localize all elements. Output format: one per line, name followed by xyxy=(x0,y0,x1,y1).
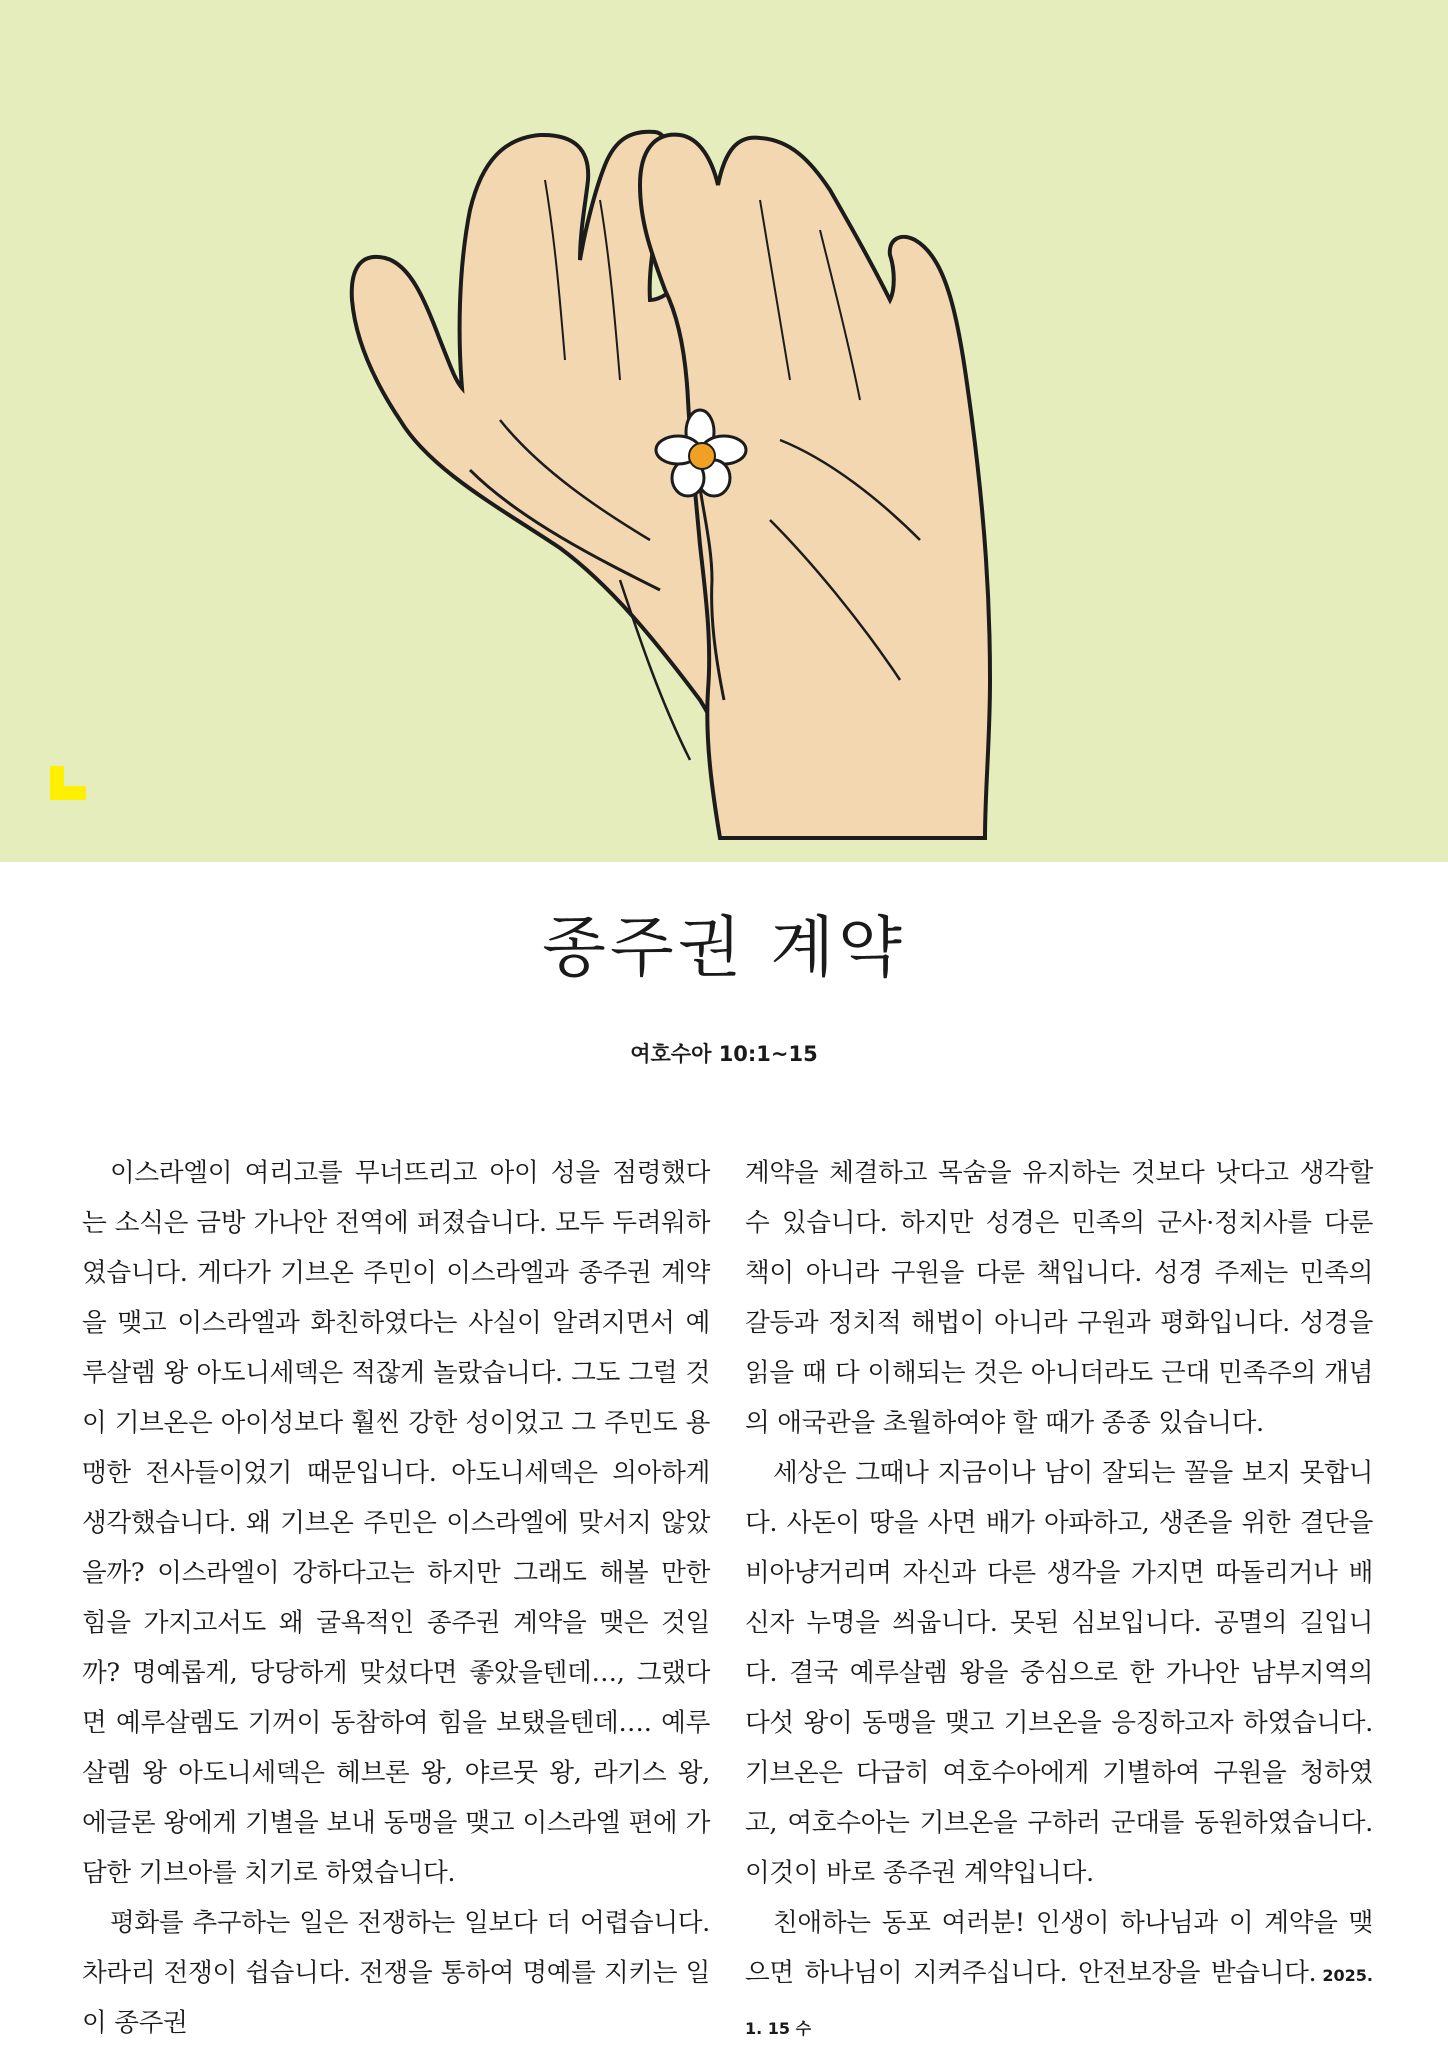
paragraph-2-continued: 계약을 체결하고 목숨을 유지하는 것보다 낫다고 생각할 수 있습니다. 하지만 성경은 민족의 군사·정치사를 다룬 책이 아니라 구원을 다룬 책입니다. 성경 주제는 민족의 갈등과 정치적 해법이 아니라 구원과 평화입니다. 성경을 읽을 때 다 이해되는 것은 아니더라도 근대 민족주의 개념의 애국관을 초월하여야 할 때가 종종 있습니다. xyxy=(745,1158,1373,1438)
paragraph-3: 세상은 그때나 지금이나 남이 잘되는 꼴을 보지 못합니다. 사돈이 땅을 사면 배가 아파하고, 생존을 위한 결단을 비아냥거리며 자신과 다른 생각을 가지면 따돌리거나 배신자 누명을 씌웁니다. 못된 심보입니다. 공멸의 길입니다. 결국 예루살렘 왕을 중심으로 한 가나안 남부지역의 다섯 왕이 동맹을 맺고 기브온을 응징하고자 하였습니다. 기브온은 다급히 여호수아에게 기별하여 구원을 청하였고, 여호수아는 기브온을 구하러 군대를 동원하였습니다. 이것이 바로 종주권 계약입니다. xyxy=(745,1458,1373,1888)
right-column xyxy=(745,1148,1373,2048)
paragraph-1: 이스라엘이 여리고를 무너뜨리고 아이 성을 점령했다는 소식은 금방 가나안 전역에 퍼졌습니다. 모두 두려워하였습니다. 게다가 기브온 주민이 이스라엘과 종주권 계약을 맺고 이스라엘과 화친하였다는 사실이 알려지면서 예루살렘 왕 아도니세덱은 적잖게 놀랐습니다. 그도 그럴 것이 기브온은 아이성보다 훨씬 강한 성이었고 그 주민도 용맹한 전사들이었기 때문입니다. 아도니세덱은 의아하게 생각했습니다. 왜 기브온 주민은 이스라엘에 맞서지 않았을까? 이스라엘이 강하다고는 하지만 그래도 해볼 만한 힘을 가지고서도 왜 굴욕적인 종주권 계약을 맺은 것일까? 명예롭게, 당당하게 맞섰다면 좋았을텐데…, 그랬다면 예루살렘도 기꺼이 동참하여 힘을 보탰을텐데…. 예루살렘 왕 아도니세덱은 헤브론 왕, 야르뭇 왕, 라기스 왕, 에글론 왕에게 기별을 보내 동맹을 맺고 이스라엘 편에 가담한 기브아를 치기로 하였습니다. xyxy=(82,1158,710,1888)
scripture-reference: 여호수아 10:1~15 xyxy=(630,1042,818,1066)
paragraph-2: 평화를 추구하는 일은 전쟁하는 일보다 더 어렵습니다. 차라리 전쟁이 쉽습니다. 전쟁을 통하여 명예를 지키는 일이 종주권 xyxy=(82,1908,710,2038)
paragraph-4-text: 친애하는 동포 여러분! 인생이 하나님과 이 계약을 맺으면 하나님이 지켜주십니다. 안전보장을 받습니다. xyxy=(745,1908,1373,1988)
paragraph-4 xyxy=(745,1898,1373,2048)
cupped-hands-illustration xyxy=(0,0,1448,862)
date-stamp: 2025. 1. 15 수 xyxy=(745,1966,1373,2038)
page-title: 종주권 계약 xyxy=(542,909,906,986)
hero-illustration xyxy=(0,0,1448,862)
yellow-marker-icon xyxy=(50,766,86,800)
left-column xyxy=(82,1148,710,2048)
